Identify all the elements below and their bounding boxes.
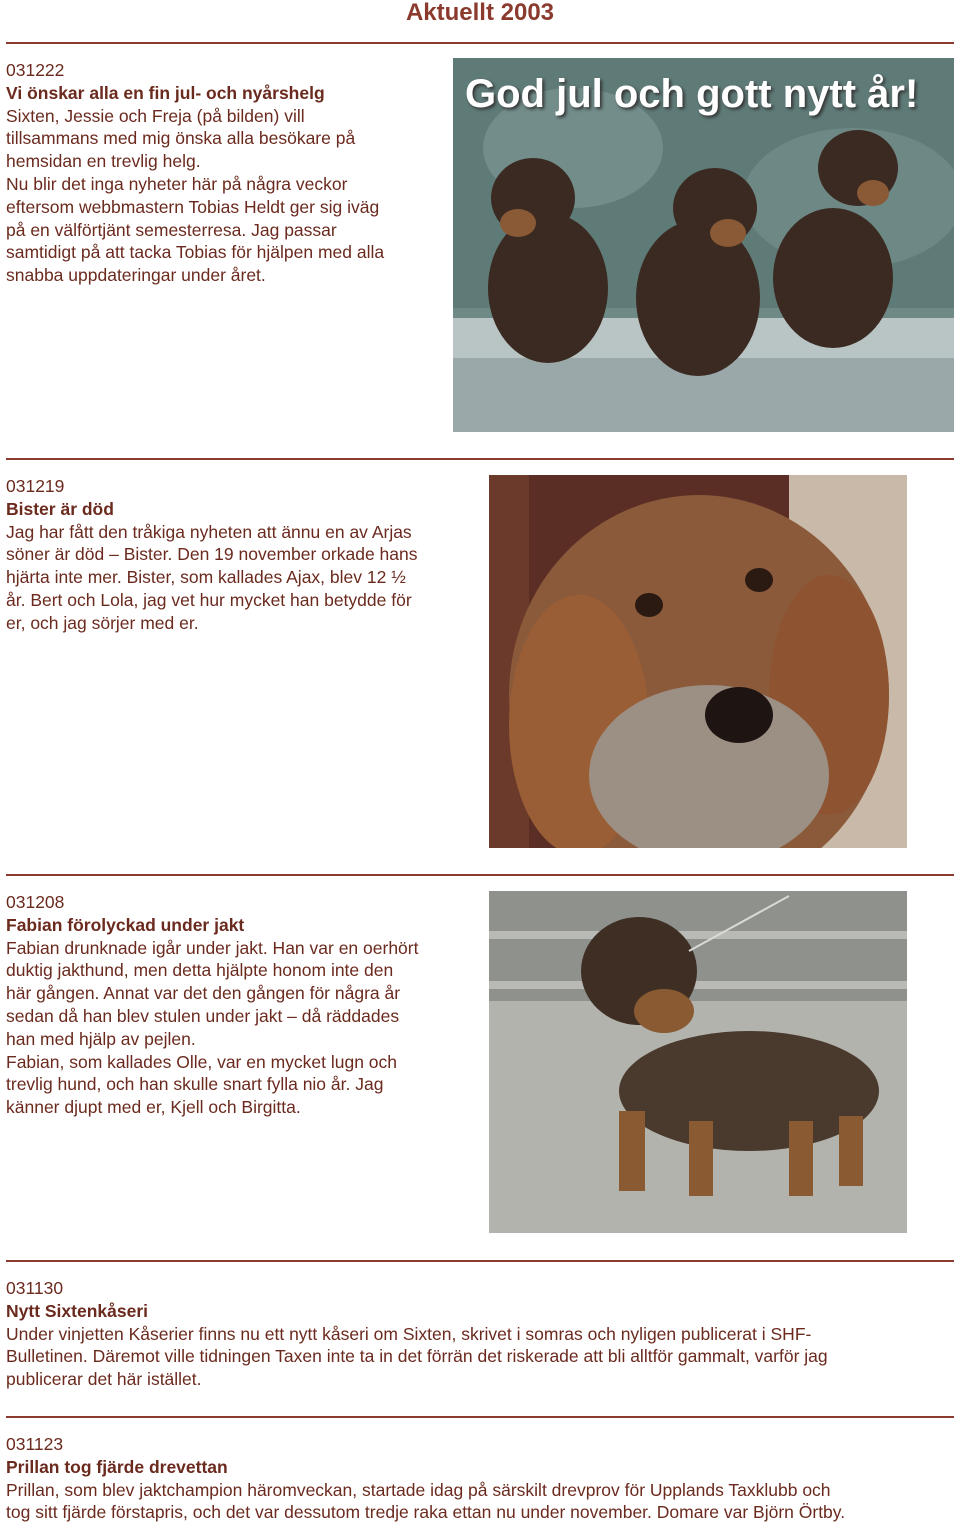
news-headline: Bister är död — [6, 498, 114, 519]
news-text-line: han med hjälp av pejlen. — [6, 1028, 196, 1049]
news-text-line: år. Bert och Lola, jag vet hur mycket han betydde för — [6, 589, 412, 610]
news-text-line: duktig jakthund, men detta hjälpte honom inte den — [6, 960, 394, 981]
news-text-line: er, och jag sörjer med er. — [6, 612, 199, 633]
dachshund-standing-illustration — [489, 891, 907, 1233]
news-text-line: söner är död – Bister. Den 19 november orkade hans — [6, 544, 418, 565]
divider — [6, 42, 954, 44]
divider — [6, 874, 954, 876]
news-text-line: tillsammans med mig önska alla besökare på — [6, 128, 356, 149]
news-item — [6, 1277, 954, 1391]
dachshund-portrait-photo — [489, 475, 907, 848]
news-date: 031219 — [6, 476, 65, 496]
news-text-line: sedan då han blev stulen under jakt – då räddades — [6, 1005, 400, 1026]
news-headline: Prillan tog fjärde drevettan — [6, 1456, 228, 1477]
news-text-line: eftersom webbmastern Tobias Heldt ger sig iväg — [6, 196, 380, 217]
news-text-line: tog sitt fjärde förstapris, och det var dessutom tredje raka ettan nu under november. Domare var Björn Örtby. — [6, 1502, 846, 1523]
dachshund-portrait-illustration — [489, 475, 907, 848]
three-dachshunds-photo — [453, 58, 954, 432]
photo-caption: God jul och gott nytt år! — [465, 72, 919, 116]
news-text-line: Nu blir det inga nyheter här på några veckor — [6, 173, 348, 194]
news-text-line: Under vinjetten Kåserier finns nu ett nytt kåseri om Sixten, skrivet i somras och nyligen publicerat i SHF- — [6, 1323, 812, 1344]
news-text-line: publicerar det här istället. — [6, 1369, 202, 1390]
divider — [6, 1416, 954, 1418]
news-headline: Fabian förolyckad under jakt — [6, 914, 245, 935]
news-text-line: hjärta inte mer. Bister, som kallades Ajax, blev 12 ½ — [6, 567, 406, 588]
news-text-line: trevlig hund, och han skulle snart fylla nio år. Jag — [6, 1074, 384, 1095]
news-text-line: samtidigt på att tacka Tobias för hjälpen med alla — [6, 242, 385, 263]
divider — [6, 1260, 954, 1262]
news-text-line: känner djupt med er, Kjell och Birgitta. — [6, 1097, 301, 1118]
news-item — [6, 891, 418, 1119]
news-text-line: Fabian, som kallades Olle, var en mycket lugn och — [6, 1051, 398, 1072]
divider — [6, 458, 954, 460]
news-text-line: på en välförtjänt semesterresa. Jag passar — [6, 219, 337, 240]
news-text-line: Sixten, Jessie och Freja (på bilden) vill — [6, 105, 305, 126]
news-date: 031130 — [6, 1278, 64, 1298]
news-item — [6, 475, 418, 635]
news-date: 031208 — [6, 892, 65, 912]
news-text-line: Prillan, som blev jaktchampion häromveckan, startade idag på särskilt drevprov för Upplands Taxklubb och — [6, 1479, 831, 1500]
news-text-line: Bulletinen. Däremot ville tidningen Taxen inte ta in det förrän det riskerade att bli alltför gammalt, varför jag — [6, 1346, 828, 1367]
news-text-line: snabba uppdateringar under året. — [6, 265, 266, 286]
news-headline: Vi önskar alla en fin jul- och nyårshelg — [6, 82, 325, 103]
news-date: 031123 — [6, 1434, 64, 1454]
news-date: 031222 — [6, 60, 65, 80]
news-text-line: hemsidan en trevlig helg. — [6, 151, 201, 172]
news-item — [6, 59, 384, 287]
news-item — [6, 1433, 954, 1524]
dachshund-standing-photo — [489, 891, 907, 1233]
page-title: Aktuellt 2003 — [405, 0, 555, 26]
news-text-line: här gången. Annat var det den gången för några år — [6, 983, 401, 1004]
news-headline: Nytt Sixtenkåseri — [6, 1300, 149, 1321]
news-text-line: Fabian drunknade igår under jakt. Han var en oerhört — [6, 937, 419, 958]
news-text-line: Jag har fått den tråkiga nyheten att ännu en av Arjas — [6, 521, 412, 542]
